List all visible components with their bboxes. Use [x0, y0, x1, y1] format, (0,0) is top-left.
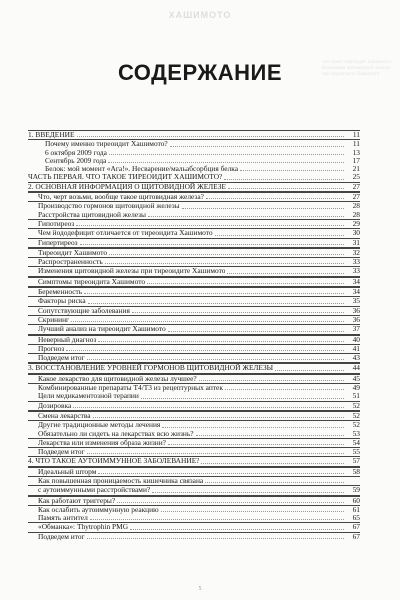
- toc-entry-label: Гипотиреоз: [38, 219, 75, 228]
- toc-entry-label: Какое лекарство для щитовидной железы лучшее?: [38, 374, 197, 383]
- toc-leader-dots: [225, 389, 344, 390]
- toc-leader-dots: [108, 162, 344, 163]
- toc-leader-dots: [84, 293, 344, 294]
- toc-entry-page: 11: [352, 139, 360, 149]
- toc-leader-dots: [109, 254, 344, 255]
- toc-entry-label: Цели медикаментозной терапии: [38, 392, 139, 401]
- toc-entry-page: 33: [352, 257, 360, 267]
- toc-entry-label: Распространенность: [38, 258, 103, 267]
- toc-leader-dots: [201, 463, 344, 464]
- toc-entry-label: Лучший анализ на тиреоидит Хашимото: [38, 325, 166, 334]
- toc-entry-label: Беременность: [38, 288, 83, 297]
- toc-entry: [28, 353, 360, 363]
- toc-entry: [28, 496, 360, 506]
- toc-leader-dots: [87, 538, 344, 539]
- toc-entry: [28, 277, 360, 287]
- toc-entry-page: 27: [352, 192, 360, 202]
- toc-entry-label: Другие традиционные методы лечения: [38, 421, 161, 430]
- toc-leader-dots: [161, 511, 344, 512]
- toc-entry-label: Белок: мой момент «Ага!». Несварение/мальабсорбция белка: [45, 165, 239, 174]
- toc-entry-page: 55: [352, 447, 360, 457]
- toc-entry: [28, 211, 360, 219]
- toc-entry: [28, 448, 360, 456]
- toc-entry: [28, 192, 360, 202]
- toc-entry-page: 60: [352, 495, 360, 505]
- toc-entry: [28, 258, 360, 266]
- toc-entry-page: 52: [352, 420, 360, 430]
- toc-entry-page: 41: [352, 343, 360, 353]
- toc-entry-page: 31: [352, 237, 360, 247]
- toc-entry-page: 27: [352, 181, 360, 191]
- toc-leader-dots: [170, 146, 344, 147]
- toc-entry: [28, 485, 360, 495]
- table-of-contents: [28, 130, 360, 541]
- toc-entry-page: 36: [352, 314, 360, 324]
- toc-entry-page: 17: [352, 155, 360, 165]
- toc-entry-label: Сентябрь 2009 года: [45, 156, 107, 165]
- toc-entry: [28, 374, 360, 384]
- toc-entry-label: 6 октября 2009 года: [45, 148, 107, 157]
- toc-entry-label: Симптомы тиреоидита Хашимото: [38, 277, 146, 286]
- toc-entry: [28, 316, 360, 324]
- toc-entry: [28, 384, 360, 392]
- bleed-through-text: Что такое тиреоидит Хашимото? Изменения щитовидной железы при тиреоидите Хашимото: [322, 60, 392, 77]
- toc-leader-dots: [168, 444, 344, 445]
- toc-entry-label: Неверный диагноз: [38, 335, 97, 344]
- toc-entry-page: 44: [352, 363, 360, 373]
- toc-entry: [28, 514, 360, 522]
- toc-entry-label: Что, черт возьми, вообще такое щитовидная железа?: [38, 193, 204, 202]
- toc-entry: [28, 335, 360, 345]
- toc-entry-label: Дозировка: [38, 401, 72, 410]
- toc-leader-dots: [73, 407, 344, 408]
- toc-entry-label: 2. ОСНОВНАЯ ИНФОРМАЦИЯ О ЩИТОВИДНОЙ ЖЕЛЕЗЕ: [28, 182, 226, 191]
- toc-entry-label: 3. ВОССТАНОВЛЕНИЕ УРОВНЕЙ ГОРМОНОВ ЩИТОВИДНОЙ ЖЕЛЕЗЫ: [28, 364, 274, 373]
- toc-leader-dots: [147, 283, 344, 284]
- toc-entry-page: 40: [352, 334, 360, 344]
- toc-leader-dots: [224, 179, 344, 180]
- toc-entry-page: 53: [352, 428, 360, 438]
- toc-entry-label: ЧАСТЬ ПЕРВАЯ. ЧТО ТАКОЕ ТИРЕОИДИТ ХАШИМОТО?: [28, 173, 223, 182]
- toc-entry-label: Скрининг: [38, 315, 70, 324]
- toc-leader-dots: [130, 529, 344, 530]
- toc-entry: [28, 306, 360, 316]
- toc-entry-label: Подведем итог: [38, 532, 85, 541]
- toc-leader-dots: [141, 398, 344, 399]
- toc-entry-label: Чем йододефицит отличается от тиреоидита Хашимото: [38, 229, 213, 238]
- toc-entry-page: 30: [352, 228, 360, 238]
- toc-entry-label: Как повышенная проницаемость кишечника связана: [38, 476, 204, 485]
- toc-entry-page: 51: [352, 391, 360, 401]
- toc-entry: [28, 533, 360, 541]
- toc-entry-label: Тиреоидит Хашимото: [38, 248, 108, 257]
- toc-leader-dots: [199, 380, 344, 381]
- toc-entry: [28, 238, 360, 248]
- toc-entry-label: Смена лекарства: [38, 411, 91, 420]
- toc-leader-dots: [168, 331, 344, 332]
- toc-entry-label: Изменения щитовидной железы при тиреоидите Хашимото: [38, 267, 226, 276]
- toc-entry-page: 49: [352, 383, 360, 393]
- toc-entry-page: 67: [352, 522, 360, 532]
- toc-entry: [28, 363, 360, 373]
- toc-entry-label: Гипертиреоз: [38, 238, 78, 247]
- page-number: 5: [198, 586, 202, 592]
- toc-leader-dots: [182, 208, 344, 209]
- toc-entry: [28, 248, 360, 258]
- toc-entry-label: Сопутствующие заболевания: [38, 306, 130, 315]
- toc-entry-label: Почему именно тиреоидит Хашимото?: [45, 140, 168, 149]
- toc-entry: [28, 506, 360, 514]
- toc-entry-page: 52: [352, 410, 360, 420]
- toc-leader-dots: [205, 482, 344, 483]
- toc-entry-label: Производство гормонов щитовидной железы: [38, 202, 180, 211]
- toc-leader-dots: [93, 417, 344, 418]
- toc-leader-dots: [152, 492, 344, 493]
- toc-leader-dots: [87, 453, 344, 454]
- toc-entry-label: Факторы риска: [38, 297, 86, 306]
- toc-entry-label: Расстройства щитовидной железы: [38, 210, 147, 219]
- toc-entry: [28, 477, 360, 485]
- toc-entry-label: Память антител: [38, 514, 88, 523]
- toc-entry-page: 59: [352, 485, 360, 495]
- toc-leader-dots: [90, 519, 344, 520]
- toc-leader-dots: [227, 273, 344, 274]
- toc-entry: [28, 401, 360, 411]
- toc-entry: [28, 430, 360, 438]
- toc-entry: [28, 202, 360, 210]
- toc-entry: [28, 149, 360, 157]
- toc-leader-dots: [105, 263, 344, 264]
- toc-entry: [28, 324, 360, 334]
- toc-entry: [28, 287, 360, 297]
- toc-entry-page: 65: [352, 513, 360, 523]
- toc-leader-dots: [87, 359, 344, 360]
- toc-entry-page: 36: [352, 305, 360, 315]
- toc-entry: [28, 467, 360, 477]
- toc-entry-page: 52: [352, 400, 360, 410]
- toc-leader-dots: [148, 216, 344, 217]
- toc-entry-label: Как работают триггеры?: [38, 496, 116, 505]
- toc-leader-dots: [98, 341, 344, 342]
- toc-entry-label: Идеальный шторм: [38, 467, 97, 476]
- toc-entry: [28, 456, 360, 466]
- toc-entry-page: 43: [352, 353, 360, 363]
- toc-entry: [28, 297, 360, 305]
- toc-entry: [28, 182, 360, 192]
- page-title: СОДЕРЖАНИЕ: [117, 60, 283, 85]
- toc-entry-page: 34: [352, 287, 360, 297]
- toc-entry-page: 57: [352, 456, 360, 466]
- toc-entry: [28, 229, 360, 237]
- toc-entry-page: 25: [352, 172, 360, 182]
- toc-leader-dots: [88, 303, 344, 304]
- toc-leader-dots: [275, 370, 344, 371]
- toc-entry-page: 13: [352, 147, 360, 157]
- toc-leader-dots: [117, 502, 344, 503]
- toc-leader-dots: [162, 427, 344, 428]
- toc-entry-page: 58: [352, 466, 360, 476]
- toc-leader-dots: [66, 350, 344, 351]
- toc-entry-label: Комбинированные препараты T4/T3 из рецептурных аптек: [38, 384, 223, 393]
- toc-entry: [28, 130, 360, 140]
- toc-entry-page: 11: [352, 130, 360, 139]
- toc-entry: [28, 392, 360, 400]
- toc-entry-page: 21: [352, 164, 360, 174]
- toc-entry-label: 4. ЧТО ТАКОЕ АУТОИММУННОЕ ЗАБОЛЕВАНИЕ?: [28, 457, 200, 466]
- toc-entry-page: 34: [352, 276, 360, 286]
- toc-leader-dots: [77, 136, 344, 137]
- toc-entry-page: 54: [352, 437, 360, 447]
- toc-leader-dots: [71, 321, 344, 322]
- toc-entry: [28, 165, 360, 173]
- toc-entry: [28, 266, 360, 276]
- toc-leader-dots: [109, 154, 344, 155]
- toc-entry-label: Подведем итог: [38, 354, 85, 363]
- toc-entry-label: «Обманка»: Thytrophin PMG: [38, 523, 129, 532]
- toc-leader-dots: [196, 435, 344, 436]
- toc-entry: [28, 157, 360, 165]
- toc-entry-label: с аутоиммунными расстройствами?: [38, 486, 151, 495]
- toc-entry-label: 1. ВВЕДЕНИЕ: [28, 131, 75, 139]
- toc-entry-label: Обязательно ли сидеть на лекарствах всю жизнь?: [38, 429, 194, 438]
- toc-entry: [28, 173, 360, 181]
- toc-entry-label: Подведем итог: [38, 448, 85, 457]
- toc-entry: [28, 140, 360, 148]
- toc-entry-page: 29: [352, 218, 360, 228]
- toc-entry: [28, 411, 360, 421]
- toc-leader-dots: [98, 473, 344, 474]
- toc-entry-label: Лекарства или изменения образа жизни?: [38, 438, 166, 447]
- toc-entry-page: 32: [352, 247, 360, 257]
- toc-entry-page: 37: [352, 324, 360, 334]
- toc-leader-dots: [132, 312, 344, 313]
- toc-entry: [28, 522, 360, 532]
- toc-entry-page: 61: [352, 504, 360, 514]
- toc-leader-dots: [240, 170, 344, 171]
- toc-entry: [28, 219, 360, 229]
- toc-leader-dots: [76, 225, 344, 226]
- toc-entry-page: 45: [352, 373, 360, 383]
- toc-entry-page: 33: [352, 266, 360, 276]
- running-head: ХАШИМОТО: [168, 10, 232, 20]
- toc-leader-dots: [206, 198, 344, 199]
- toc-entry-label: Как ослабить аутоиммунную реакцию: [38, 505, 159, 514]
- toc-entry-page: 28: [352, 209, 360, 219]
- toc-entry: [28, 438, 360, 448]
- toc-entry: [28, 345, 360, 353]
- toc-entry-page: 28: [352, 201, 360, 211]
- toc-entry: [28, 421, 360, 429]
- toc-leader-dots: [228, 188, 344, 189]
- toc-entry-page: 67: [352, 531, 360, 541]
- toc-entry-label: Прогноз: [38, 344, 65, 353]
- toc-leader-dots: [80, 244, 344, 245]
- toc-leader-dots: [215, 235, 344, 236]
- toc-entry-page: 35: [352, 296, 360, 306]
